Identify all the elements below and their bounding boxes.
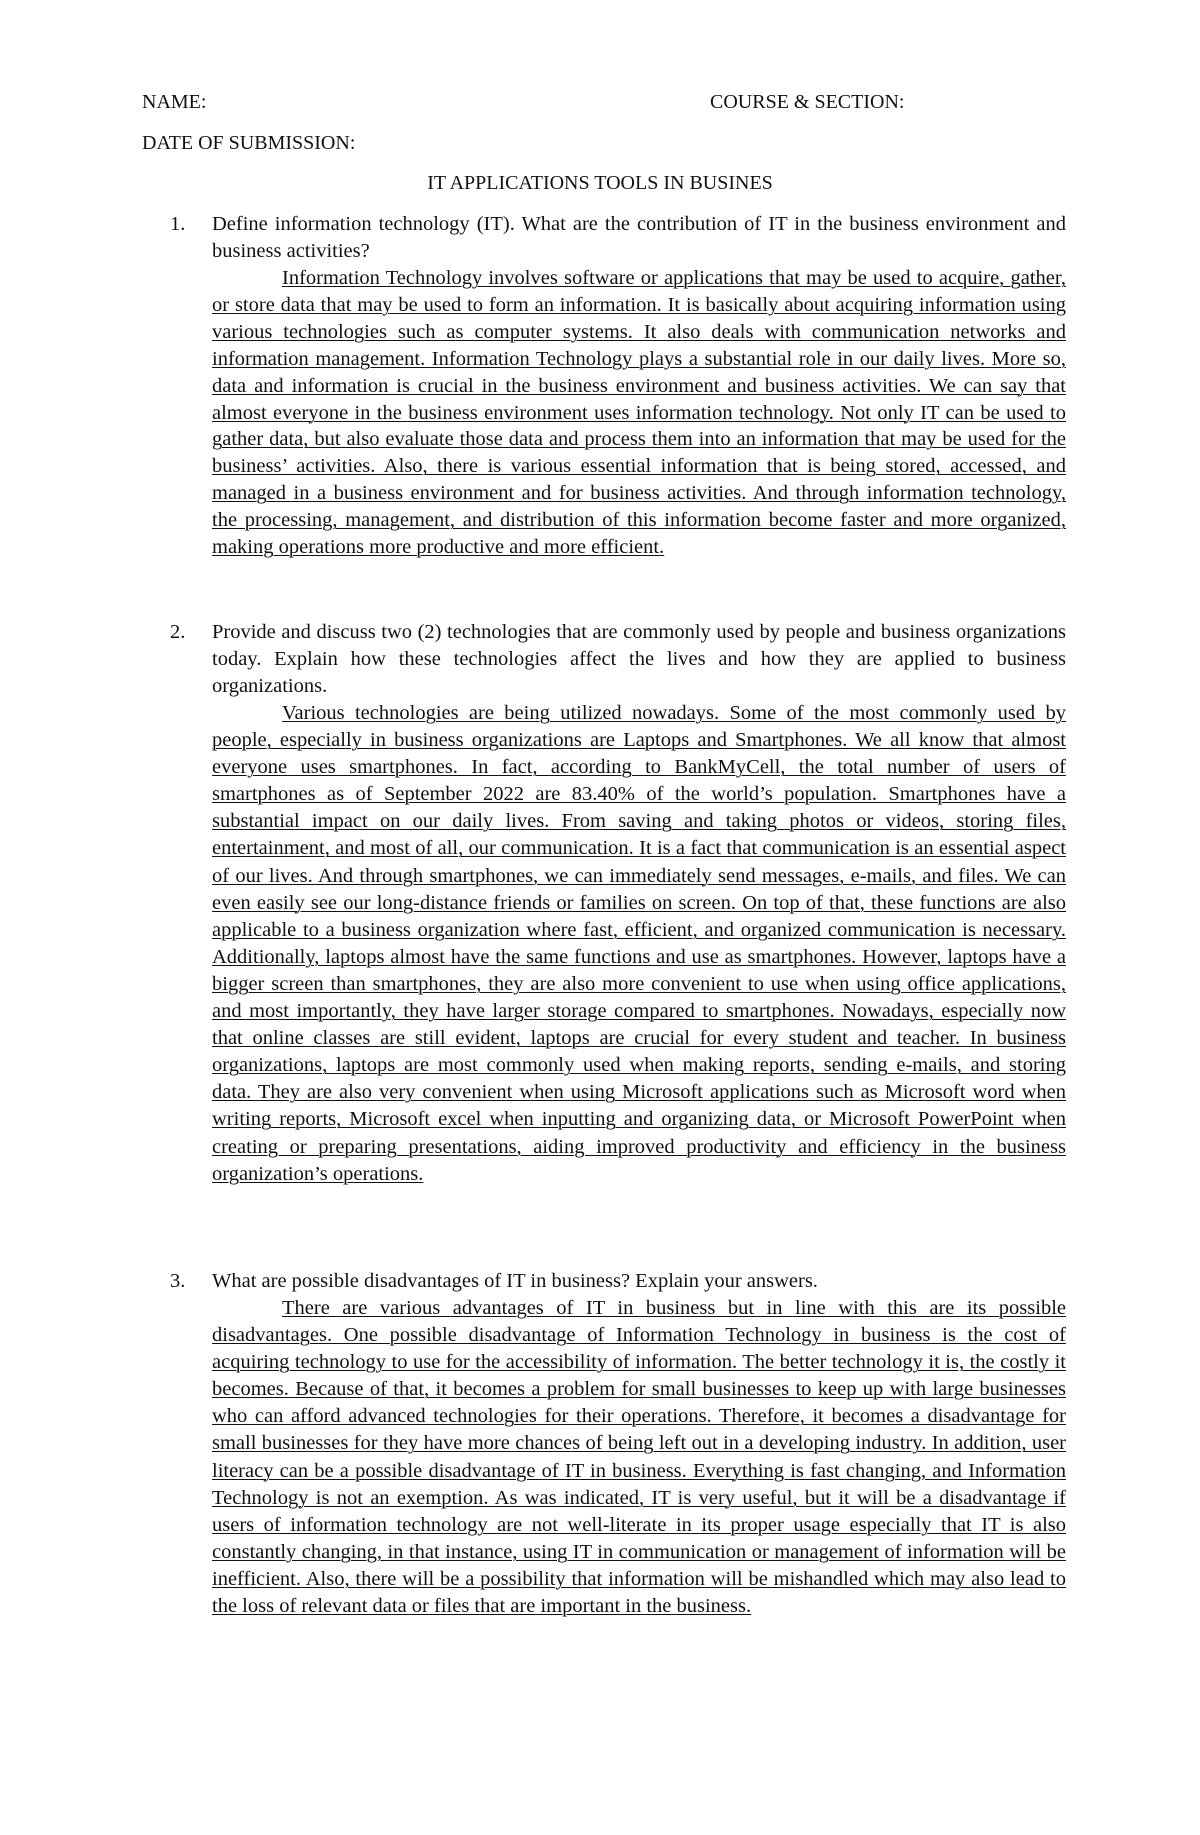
document-title: IT APPLICATIONS TOOLS IN BUSINES (427, 172, 773, 194)
answer-paragraph: There are various advantages of IT in business but in line with this are its possible disadvantages. One possible disadvantage of Information Technology in business is the cost of acquiring technology to use for the accessibility of information. The better technology it is, the costly it becomes. Because of that, it becomes a problem for small businesses to keep up with large businesses who can afford advanced technologies for their operations. Therefore, it becomes a disadvantage for small businesses for they have more chances of being left out in a developing industry. In addition, user literacy can be a possible disadvantage of IT in business. Everything is fast changing, and Information Technology is not an exemption. As was indicated, IT is very useful, but it will be a disadvantage if users of information technology are not well-literate in its proper usage especially that IT is also constantly changing, in that instance, using IT in communication or management of information will be inefficient. Also, there will be a possibility that information will be mishandled which may also lead to the loss of relevant data or files that are important in the business. (212, 1297, 1066, 1618)
question-number: 3. (170, 1270, 186, 1292)
question-item (170, 1268, 1066, 1620)
question-item (170, 211, 1066, 561)
question-number: 1. (170, 213, 186, 235)
question-prompt: What are possible disadvantages of IT in business? Explain your answers. (212, 1270, 818, 1292)
question-body (212, 1268, 1066, 1620)
name-label: NAME: (142, 91, 207, 113)
question-body (212, 211, 1066, 561)
date-of-submission-label: DATE OF SUBMISSION: (142, 132, 356, 154)
course-section-label: COURSE & SECTION: (710, 91, 905, 113)
answer-paragraph: Various technologies are being utilized nowadays. Some of the most commonly used by people, especially in business organizations are Laptops and Smartphones. We all know that almost everyone uses smartphones. In fact, according to BankMyCell, the total number of users of smartphones as of September 2022 are 83.40% of the world’s population. Smartphones have a substantial impact on our daily lives. From saving and taking photos or videos, storing files, entertainment, and most of all, our communication. It is a fact that communication is an essential aspect of our lives. And through smartphones, we can immediately send messages, e-mails, and files. We can even easily see our long-distance friends or families on screen. On top of that, these functions are also applicable to a business organization where fast, efficient, and organized communication is necessary. Additionally, laptops almost have the same functions and use as smartphones. However, laptops have a bigger screen than smartphones, they are also more convenient to use when using office applications, and most importantly, they have larger storage compared to smartphones. Nowadays, especially now that online classes are still evident, laptops are crucial for every student and teacher. In business organizations, laptops are most commonly used when making reports, sending e-mails, and storing data. They are also very convenient when using Microsoft applications such as Microsoft word when writing reports, Microsoft excel when inputting and organizing data, or Microsoft PowerPoint when creating or preparing presentations, aiding improved productivity and efficiency in the business organization’s operations. (212, 702, 1066, 1185)
answer-paragraph: Information Technology involves software or applications that may be used to acquire, gather, or store data that may be used to form an information. It is basically about acquiring information using various technologies such as computer systems. It also deals with communication networks and information management. Information Technology plays a substantial role in our daily lives. More so, data and information is crucial in the business environment and business activities. We can say that almost everyone in the business environment uses information technology. Not only IT can be used to gather data, but also evaluate those data and process them into an information that may be used for the business’ activities. Also, there is various essential information that is being stored, accessed, and managed in a business environment and for business activities. And through information technology, the processing, management, and distribution of this information become faster and more organized, making operations more productive and more efficient. (212, 267, 1066, 559)
question-item (170, 619, 1066, 1188)
question-prompt: Define information technology (IT). What are the contribution of IT in the business environment and business activities? (212, 213, 1066, 262)
question-body (212, 619, 1066, 1188)
question-number: 2. (170, 621, 186, 643)
question-prompt: Provide and discuss two (2) technologies that are commonly used by people and business organizations today. Explain how these technologies affect the lives and how they are applied to business organizations. (212, 621, 1066, 697)
